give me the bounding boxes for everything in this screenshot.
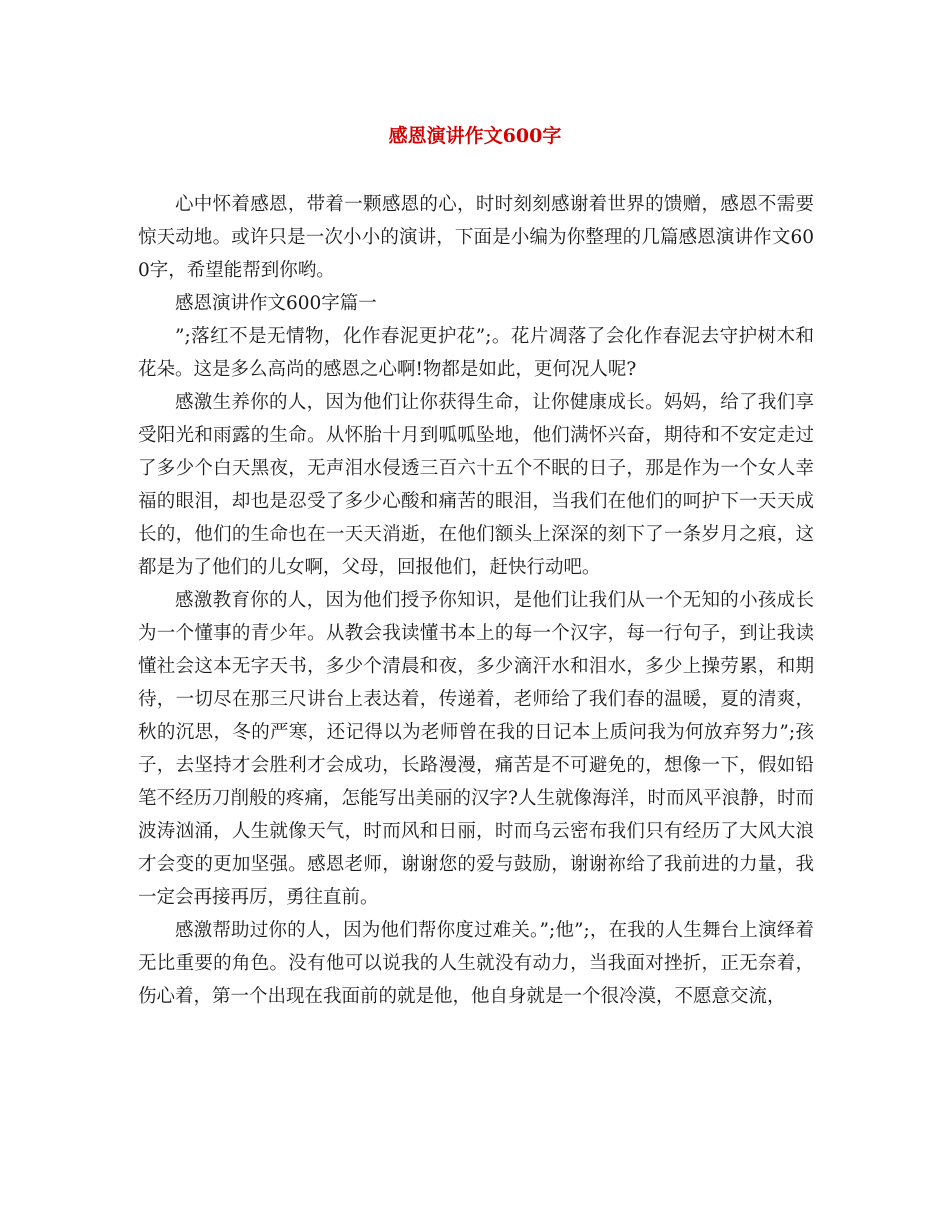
paragraph-intro: 心中怀着感恩，带着一颗感恩的心，时时刻刻感谢着世界的馈赠，感恩不需要惊天动地。或许只是一次小小的演讲，下面是小编为你整理的几篇感恩演讲作文600字，希望能帮到你哟。 [138, 194, 814, 281]
document-body [138, 188, 814, 1013]
document-title: 感恩演讲作文600字 [388, 125, 562, 147]
paragraph-parents: 感激生养你的人，因为他们让你获得生命，让你健康成长。妈妈，给了我们享受阳光和雨露的生命。从怀胎十月到呱呱坠地，他们满怀兴奋，期待和不安定走过了多少个白天黑夜，无声泪水侵透三百六十五个不眠的日子，那是作为一个女人幸福的眼泪，却也是忍受了多少心酸和痛苦的眼泪，当我们在他们的呵护下一天天成长的，他们的生命也在一天天消逝，在他们额头上深深的刻下了一条岁月之痕，这都是为了他们的儿女啊，父母，回报他们，赶快行动吧。 [138, 392, 814, 578]
paragraph-teachers: 感激教育你的人，因为他们授予你知识，是他们让我们从一个无知的小孩成长为一个懂事的青少年。从教会我读懂书本上的每一个汉字，每一行句子，到让我读懂社会这本无字天书，多少个清晨和夜，多少滴汗水和泪水，多少上操劳累，和期待，一切尽在那三尺讲台上表达着，传递着，老师给了我们春的温暖，夏的清爽，秋的沉思，冬的严寒，还记得以为老师曾在我的日记本上质问我为何放弃努力”;孩子，去坚持才会胜利才会成功，长路漫漫，痛苦是不可避免的，想像一下，假如铅笔不经历刀削般的疼痛，怎能写出美丽的汉字?人生就像海洋，时而风平浪静，时而波涛汹涌，人生就像天气，时而风和日丽，时而乌云密布我们只有经历了大风大浪才会变的更加坚强。感恩老师，谢谢您的爱与鼓励，谢谢祢给了我前进的力量，我一定会再接再厉，勇往直前。 [138, 590, 814, 908]
paragraph-quote: ”;落红不是无情物，化作春泥更护花”;。花片凋落了会化作春泥去守护树木和花朵。这是多么高尚的感恩之心啊!物都是如此，更何况人呢? [138, 326, 814, 380]
section-heading: 感恩演讲作文600字篇一 [175, 293, 377, 314]
paragraph-helpers: 感激帮助过你的人，因为他们帮你度过难关。”;他”;，在我的人生舞台上演绎着无比重要的角色。没有他可以说我的人生就没有动力，当我面对挫折，正无奈着，伤心着，第一个出现在我面前的就是他，他自身就是一个很冷漠，不愿意交流， [138, 920, 814, 1007]
